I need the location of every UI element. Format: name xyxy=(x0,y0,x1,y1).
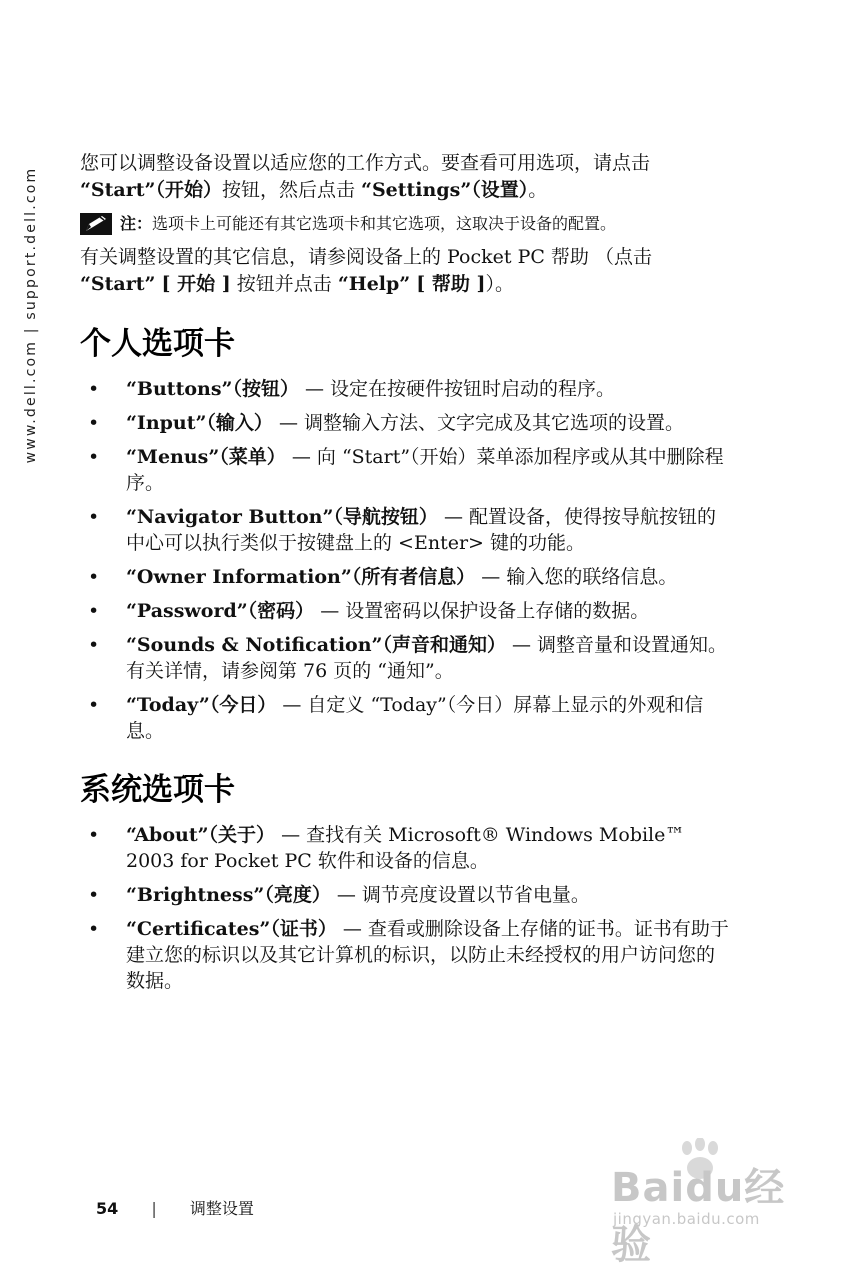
baidu-watermark xyxy=(603,1138,803,1268)
list-item xyxy=(80,822,730,874)
system-tab-heading: 系统选项卡 xyxy=(80,772,235,808)
list-item xyxy=(80,410,730,436)
system-tab-list xyxy=(80,822,730,994)
item-desc: — 配置设备，使得按导航按钮的中心可以执行类似于按键盘上的 <Enter> 键的功能。 xyxy=(126,506,716,554)
personal-tab-list xyxy=(80,376,730,744)
list-item xyxy=(80,692,730,744)
item-desc: — 自定义 “Today”（今日）屏幕上显示的外观和信息。 xyxy=(126,694,704,742)
page-footer xyxy=(96,1196,254,1219)
chapter-title: 调整设置 xyxy=(189,1199,254,1218)
item-desc: — 设置密码以保护设备上存储的数据。 xyxy=(320,600,650,622)
item-term: “Today”（今日） xyxy=(126,694,277,716)
watermark-logo: Baidu经验 xyxy=(611,1165,786,1268)
item-desc: — 查看或删除设备上存储的证书。证书有助于建立您的标识以及其它计算机的标识，以防止未经授权的用户访问您的数据。 xyxy=(126,918,729,992)
note-label: 注： xyxy=(120,214,153,233)
list-item xyxy=(80,564,730,590)
bullet-icon: • xyxy=(88,566,100,588)
help-start-term: “Start” xyxy=(80,273,156,295)
intro-mid-text: 按钮，然后点击 xyxy=(221,179,355,201)
list-item xyxy=(80,598,730,624)
settings-term: “Settings”（设置） xyxy=(361,179,529,201)
list-item xyxy=(80,376,730,402)
help-end: ）。 xyxy=(485,273,515,295)
item-term: “About”（关于） xyxy=(126,824,276,846)
list-item xyxy=(80,882,730,908)
bullet-icon: • xyxy=(88,918,100,940)
help-help-term: “Help” xyxy=(337,273,411,295)
bullet-icon: • xyxy=(88,412,100,434)
list-item xyxy=(80,444,730,496)
page-content xyxy=(80,150,730,1002)
item-desc: — 输入您的联络信息。 xyxy=(481,566,678,588)
bullet-icon: • xyxy=(88,884,100,906)
item-desc: — 向 “Start”（开始）菜单添加程序或从其中删除程序。 xyxy=(126,446,724,494)
intro-end: 。 xyxy=(528,179,548,201)
item-term: “Navigator Button”（导航按钮） xyxy=(126,506,438,528)
help-paragraph xyxy=(80,244,730,298)
help-line-1: 有关调整设置的其它信息，请参阅设备上的 Pocket PC 帮助 （点击 xyxy=(80,246,652,268)
item-term: “Menus”（菜单） xyxy=(126,446,286,468)
help-help-cn: [ 帮助 ] xyxy=(416,273,486,295)
watermark-url: jingyan.baidu.com xyxy=(613,1210,760,1228)
bullet-icon: • xyxy=(88,506,100,528)
note-text: 选项卡上可能还有其它选项卡和其它选项，这取决于设备的配置。 xyxy=(152,214,617,233)
item-desc: — 调整音量和设置通知。有关详情，请参阅第 76 页的 “通知”。 xyxy=(126,634,728,682)
intro-line-1: 您可以调整设备设置以适应您的工作方式。要查看可用选项，请点击 xyxy=(80,152,651,174)
bullet-icon: • xyxy=(88,446,100,468)
item-term: “Owner Information”（所有者信息） xyxy=(126,566,476,588)
item-term: “Buttons”（按钮） xyxy=(126,378,299,400)
page-number: 54 xyxy=(96,1199,119,1218)
personal-tab-heading: 个人选项卡 xyxy=(80,326,235,362)
intro-paragraph xyxy=(80,150,730,204)
list-item xyxy=(80,916,730,994)
bullet-icon: • xyxy=(88,824,100,846)
side-url-text: www.dell.com | support.dell.com xyxy=(23,166,39,464)
start-term: “Start”（开始） xyxy=(80,179,222,201)
help-mid-text: 按钮并点击 xyxy=(236,273,332,295)
bullet-icon: • xyxy=(88,634,100,656)
help-start-cn: [ 开始 ] xyxy=(161,273,231,295)
item-term: “Input”（输入） xyxy=(126,412,273,434)
list-item xyxy=(80,632,730,684)
item-term: “Brightness”（亮度） xyxy=(126,884,331,906)
bullet-icon: • xyxy=(88,378,100,400)
list-item xyxy=(80,504,730,556)
side-url-strip xyxy=(16,150,46,480)
note-block xyxy=(80,212,730,236)
item-desc: — 查找有关 Microsoft® Windows Mobile™ 2003 for Pocket PC 软件和设备的信息。 xyxy=(126,824,685,872)
item-term: “Certificates”（证书） xyxy=(126,918,337,940)
bullet-icon: • xyxy=(88,694,100,716)
item-term: “Sounds & Notification”（声音和通知） xyxy=(126,634,506,656)
item-desc: — 调节亮度设置以节省电量。 xyxy=(336,884,590,906)
item-desc: — 调整输入方法、文字完成及其它选项的设置。 xyxy=(278,412,685,434)
footer-separator: | xyxy=(151,1199,157,1218)
bullet-icon: • xyxy=(88,600,100,622)
item-desc: — 设定在按硬件按钮时启动的程序。 xyxy=(305,378,616,400)
note-pencil-icon xyxy=(80,213,112,235)
item-term: “Password”（密码） xyxy=(126,600,315,622)
